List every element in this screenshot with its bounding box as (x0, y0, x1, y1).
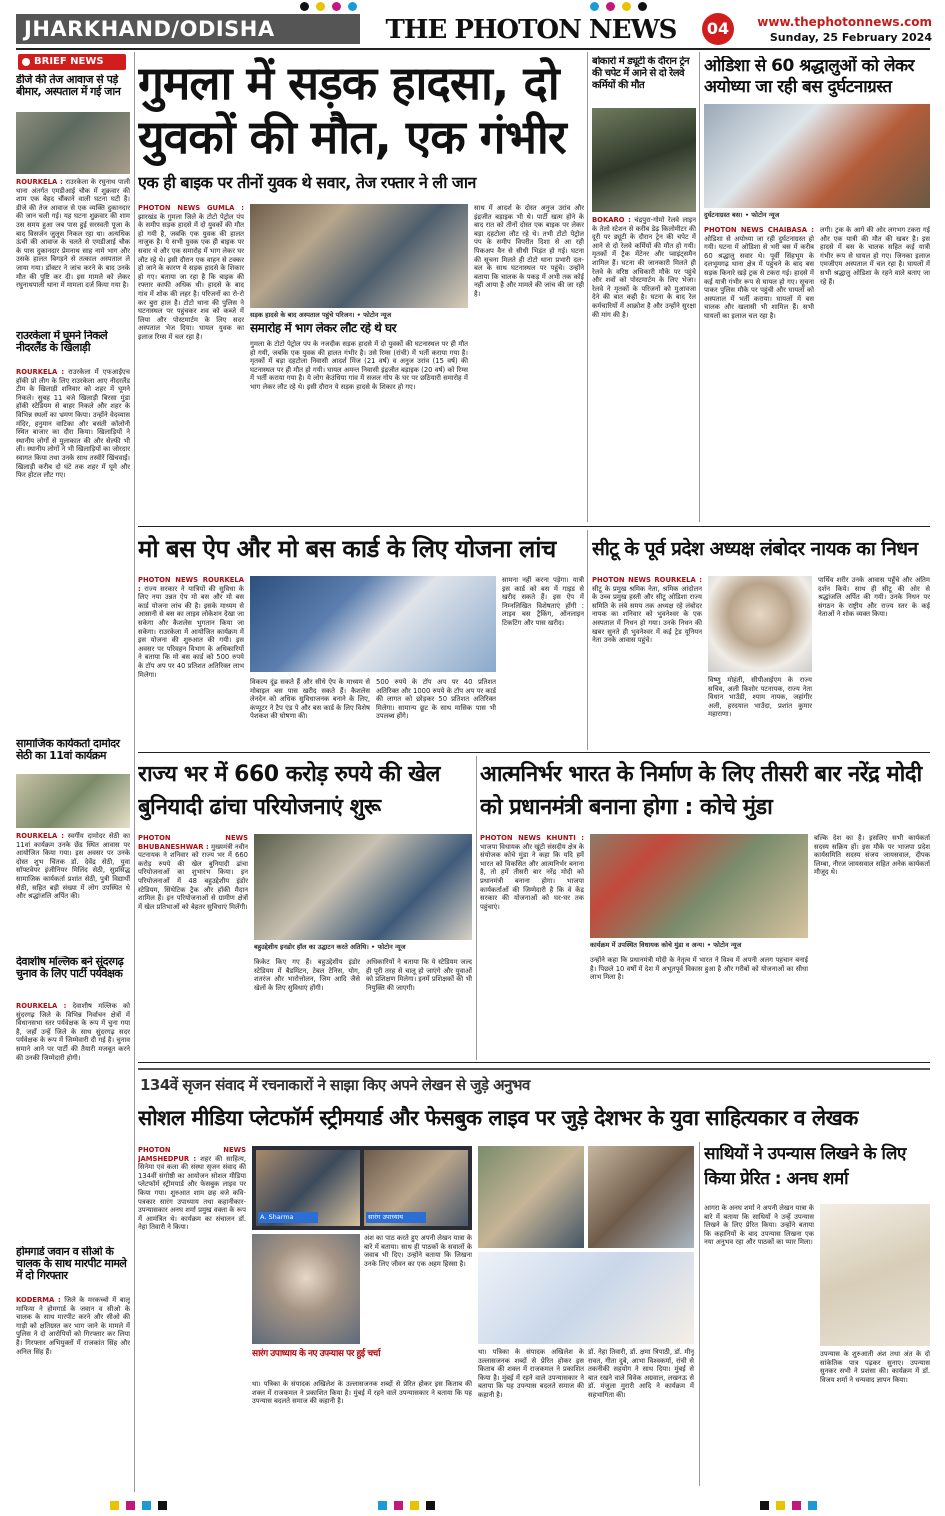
column-divider (476, 756, 477, 1060)
registration-square (426, 1501, 435, 1510)
obituary-col2: पार्थिव शरीर उनके आवास पहुँचे और अंतिम दर्शन किये। साथ ही सीटू की ओर से श्रद्धांजलि अर्पित की गयी। उनके निधन पर संगठन के राष्ट्रीय और राज्य स्तर के कई नेताओं ने शोक व्यक्त किया। (818, 576, 930, 619)
brief-icon (22, 58, 30, 66)
section-label-text: JHARKHAND/ODISHA (24, 17, 275, 41)
top-story-sub-body: गुमला के टोटो पेट्रोल पंप के नजदीक सड़क हादसे में दो युवकों की घटनास्थल पर ही मौत हो गयी, जबकि एक युवक की हालत गंभीर है। उसे रिम्स (रांची) में भर्ती कराया गया है। मृतकों में बड़ा दहटोला निवासी आदर्श मिंज (21 वर्ष) व अनुज उरांव (15 वर्ष) की घटनास्थल पर ही मौत हो गयी। घायल अमन्त निवासी इंद्रजीत बड़ाइक (20 वर्ष) को रिम्स में भर्ती कराया गया है। ये लोग केउंधिया गांव में सजल गोप के घर पर छठियारी समारोह में भाग लेकर लौट रहे थे। इसी दौरान ये सड़क हादसे के शिकार हो गए। (250, 340, 468, 391)
obituary-portrait (708, 576, 812, 672)
brief-headline: होमगार्ड जवान व सीओ के चालक के साथ मारपीट मामले में दो गिरफ्तार (16, 1246, 127, 1282)
bus-story-body: PHOTON NEWS CHAIBASA : ओडिशा से अयोध्या जा रही दुर्घटनाग्रस्त हो गयी। घटना में ओडिशा से भरी बस में करीब 60 श्रद्धालु सवार थे। पूर्वी सिंहभूम के दलभूमगढ़ थाना क्षेत्र में पहुंचने के बाद बस सड़क किनारे खड़े ट्रक से टकरा गई। हादसे में कई यात्री गंभीर रूप से घायल हो गए। सूचना पाकर पुलिस मौके पर पहुंची और घायलों को अस्पताल में भर्ती कराया। घायलों में बस चालक और खलासी भी शामिल हैं। सभी घायलों का इलाज चल रहा है। (704, 226, 814, 320)
brief-news-column (16, 52, 130, 1492)
bus-story-col2: लगी। ट्रक के आगे की ओर लगभग टकरा गई और एक यात्री की मौत की खबर है। इस हादसे में बस के चालक सहित कई यात्री गंभीर रूप से घायल हो गए। जिनका इलाज एमजीएम अस्पताल में चल रहा है। घायलों में सभी श्रद्धालु ओडिशा के रहने वाले बताए जा रहे हैं। (820, 226, 930, 286)
masthead: THE PHOTON NEWS (385, 15, 677, 45)
brief-body: ROURKELA : राउरकेला के रघुनाथ पाली थाना अंतर्गत एमडीआई चौक में शुक्रवार की शाम एक बेहद चौंकाने वाली घटना घटी है। डीजे की तेज आवाज से एक व्यक्ति दुकानदार की जान चली गई। यह घटना शुक्रवार की शाम उस समय हुआ जब पास हुई सरस्वती पूजा के बाद विसर्जन जुलूस निकल रहा था। अत्यधिक ऊंची की आवाज के चलते से एमडीआई चौक के पास दुकानदार प्रेमनाथ साह नामे भाग और उसके हालत बिगड़ने से तत्काल अस्पताल ले जाया गया। डॉक्टर ने जांच करने के बाद उनके मौत की पुष्टि कर दी। इस मामले को लेकर रघुनाथपाली थाना में मामला दर्ज किया गया है। (16, 178, 130, 290)
top-story-subheadline: समारोह में भाग लेकर लौट रहे थे घर (250, 322, 397, 335)
scheme-col4: सामना नहीं करना पड़ेगा। यात्री इस कार्ड को बस में गाइड से खरीद सकते हैं। इस ऐप में निम्नलिखित विशेषताएं होंगी : लाइव बस ट्रैकिंग, ऑनलाइन टिकटिंग और पास खरीद। (502, 576, 584, 627)
munda-body: PHOTON NEWS KHUNTI : भाजपा विधायक और खूंटी संसदीय क्षेत्र के संयोजक कोचे मुंडा ने कहा कि यदि हमें भारत को विकसित और आत्मनिर्भर बनाना है, तो हमें तीसरी बार नरेंद्र मोदी को प्रधानमंत्री बनाना होगा। भाजपा कार्यकर्ताओं की जिम्मेदारी है कि वे केंद्र सरकार की योजनाओं को घर-घर तक पहुंचाएं। (480, 834, 584, 911)
speaker-name-tag: A. Sharma (258, 1212, 318, 1223)
sports-photo (254, 834, 472, 940)
literary-col3: था। पत्रिका के संपादक अखिलेश के उल्लासजनक शब्दों से प्रेरित होकर इस किताब की शक्ल में राजकमल ने प्रकाशित किया है। मुंबई में रहने वाले उपन्यासकार ने बताया कि यह उपन्यास बदलते समाज की कहानी है। (478, 1348, 584, 1399)
column-divider (699, 52, 700, 522)
registration-dot (590, 2, 599, 11)
scheme-body: PHOTON NEWS ROURKELA : राज्य सरकार ने यात्रियों की सुविधा के लिए नया उन्नत ऐप मो बस और मो बस कार्ड योजना लांच की है। इसके माध्यम से आसानी से बस का लाइव लोकेशन देखा जा सकेगा और कैशलेस भुगतान किया जा सकेगा। राउरकेला में आयोजित कार्यक्रम में इस योजना की शुरुआत की गयी। इस अवसर पर परिवहन विभाग के अधिकारियों ने बताया कि मो बस कार्ड को 500 रुपये के टॉप अप पर 40 प्रतिशत अतिरिक्त लाभ मिलेगा। (138, 576, 244, 679)
top-story-headline: गुमला में सड़क हादसा, दो युवकों की मौत, एक गंभीर (138, 56, 566, 164)
top-story-photo (250, 204, 468, 308)
literary-col4: डॉ. नेहा तिवारी, डॉ. क्षमा त्रिपाठी, डॉ. मीनू रावत, गीता दुबे, आभा विश्वकर्मा, रांची से तकनीकी सहयोग ने साथ दिया। मुंबई से बात रखने वाले विवेक अग्रवाल, लखनऊ से डॉ. मंजुला मुरारी आदि ने कार्यक्रम में सहभागिता की। (588, 1348, 694, 1399)
brief-news-label (18, 54, 126, 70)
literary-poster (478, 1252, 694, 1344)
brief-photo (16, 774, 130, 828)
bus-story-photo (704, 104, 930, 208)
scheme-photo (250, 576, 496, 672)
brief-headline: डीजे की तेज आवाज से पड़े बीमार, अस्पताल में गई जान (16, 74, 121, 98)
train-story-photo (592, 108, 696, 212)
munda-photo (590, 834, 808, 938)
literary-kicker-box (138, 1068, 930, 1098)
column-divider (134, 52, 135, 1492)
website-link[interactable]: www.thephotonnews.com (757, 15, 932, 29)
column-divider (587, 530, 588, 750)
column-divider (587, 52, 588, 522)
literary-photo-man1 (478, 1146, 584, 1248)
literary-headline: सोशल मीडिया प्लेटफॉर्म स्ट्रीमयार्ड और फेसबुक लाइव पर जुड़े देशभर के युवा साहित्यकार व लेखक (138, 1106, 858, 1130)
munda-col2: उन्होंने कहा कि प्रधानमंत्री मोदी के नेतृत्व में भारत ने विश्व में अपनी अलग पहचान बनाई है। पिछले 10 वर्षों में देश में अभूतपूर्व विकास हुआ है और गरीबों को योजनाओं का सीधा लाभ मिला है। (590, 956, 808, 982)
sports-col2: किकेट किए गए हैं। बहुउद्देशीय इंडोर स्टेडियम में बैडमिंटन, टेबल टेनिस, योग, शतरंज और भारोत्तोलन, जिम आदि जैसे खेलों के लिए सुविधाएं होंगी। (254, 958, 360, 992)
anagh-poster (820, 1204, 930, 1346)
literary-kicker: 134वें सृजन संवाद में रचनाकारों ने साझा किए अपने लेखन से जुड़े अनुभव (140, 1076, 530, 1094)
header-rule (16, 48, 930, 50)
scheme-col3: 500 रुपये के टॉप अप पर 40 प्रतिशत अतिरिक्त और 1000 रुपये के टॉप अप पर कार्ड की लागत को छोड़कर 50 प्रतिशत अतिरिक्त मिलेगा। सामान्य छूट के साथ मासिक पास भी उपलब्ध होंगे। (376, 678, 496, 721)
registration-dot (622, 2, 631, 11)
registration-marks-bottom (0, 1500, 945, 1512)
registration-marks-top (0, 0, 945, 12)
registration-dot (316, 2, 325, 11)
scheme-headline: मो बस ऐप और मो बस कार्ड के लिए योजना लांच (138, 535, 556, 563)
section-rule (138, 1062, 930, 1063)
top-story-col3: साथ में आदर्श के दोस्त अनुज उरांव और इंद्रजीत बड़ाइक भी थे। पार्टी खत्म होने के बाद रात को तीनों दोस्त एक बाइक पर लेकर बड़ा दहटोला लौट रहे थे। तभी टोटो पेट्रोल पंप के समीप विपरीत दिशा से आ रही पिकअप वैन से सीधी भिड़ंत हो गई। घटना की सूचना मिलते ही टोटो थाना प्रभारी दल-बल के साथ घटनास्थल पर पहुंचे। उन्होंने बताया कि चालक के पकड़ में अभी तक कोई नहीं आया है और मामले की जांच की जा रही है। (474, 204, 584, 298)
anagh-headline: साथियों ने उपन्यास लिखने के लिए किया प्रेरित : अनघ शर्मा (704, 1144, 906, 1189)
munda-photo-caption: कार्यक्रम में उपस्थित विधायक कोचे मुंडा व अन्य। • फोटोन न्यूज (590, 941, 742, 949)
literary-photo-woman (252, 1234, 360, 1344)
brief-body: ROURKELA : स्वर्गीय दामोदर सेठी का 11वां कार्यक्रम उनके छेंड स्थित आवास पर आयोजित किया गया। इस अवसर पर उनके दोस्त शुभ चिंतक डॉ. देवेंद्र सेठी, युवा सॉफ्टवेयर इंजीनियर मिलिंद सेठी, सुप्रसिद्ध सामाजिक कार्यकर्ता प्रशांत सेठी, पुत्री विद्यार्थी सेठी, सहित बड़ी संख्या में लोग उपस्थित थे और श्रद्धांजलि अर्पित की। (16, 832, 130, 901)
literary-subheadline: सारंग उपाध्याय के नए उपन्यास पर हुई चर्चा (252, 1349, 381, 1359)
registration-dot (300, 2, 309, 11)
obituary-headline: सीटू के पूर्व प्रदेश अध्यक्ष लंबोदर नायक का निधन (592, 538, 918, 560)
sports-body: PHOTON NEWS BHUBANESHWAR : मुख्यमंत्री नवीन पटनायक ने शनिवार को राज्य भर में 660 करोड़ रुपये की खेल बुनियादी ढांचा परियोजनाओं का शुभारंभ किया। इन परियोजनाओं में 48 बहुउद्देशीय इंडोर स्टेडियम, सिंथेटिक ट्रैक और हॉकी मैदान शामिल हैं। इन परियोजनाओं से ग्रामीण क्षेत्रों में खेल प्रतिभाओं को बेहतर सुविधाएं मिलेंगी। (138, 834, 248, 911)
registration-square (110, 1501, 119, 1510)
munda-headline: आत्मनिर्भर भारत के निर्माण के लिए तीसरी बार नरेंद्र मोदी को प्रधानमंत्री बनाना होगा : कोचे मुंडा (480, 762, 922, 820)
brief-photo (16, 112, 130, 174)
registration-dot (606, 2, 615, 11)
registration-square (808, 1501, 817, 1510)
column-divider (699, 1142, 700, 1486)
literary-photo-man2 (588, 1146, 694, 1248)
speaker-name-tag: सारंग उपाध्याय (366, 1212, 426, 1223)
registration-square (760, 1501, 769, 1510)
scheme-col2: विकल्प दूंढ सकते हैं और सीधे ऐप के माध्यम से मोबाइल बस पास खरीद सकते हैं। कैशलेस लेनदेन को अधिक सुविधाजनक बनाने के लिए, कंप्यूटर ने टैप एंड पे और बस कार्ड के लिए विशेष पेशकश की घोषणा की। (250, 678, 370, 721)
registration-dot (332, 2, 341, 11)
top-story-photo-caption: सड़क हादसे के बाद अस्पताल पहुंचे परिजन। • फोटोन न्यूज (250, 311, 392, 319)
brief-headline: राउरकेला में घूमने निकले नीदरलैंड के खिलाड़ी (16, 330, 108, 354)
section-rule (138, 526, 930, 527)
sports-headline: राज्य भर में 660 करोड़ रुपये की खेल बुनियादी ढांचा परियोजनाएं शुरू (138, 762, 440, 820)
registration-square (158, 1501, 167, 1510)
brief-headline: सामाजिक कार्यकर्ता दामोदर सेठी का 11वां कार्यक्रम (16, 738, 120, 762)
train-story-headline: बोकारो में ड्यूटी के दौरान ट्रेन की चपेट में आने से दो रेलवे कर्मियों की मौत (592, 56, 690, 91)
obituary-body: PHOTON NEWS ROURKELA : सीटू के प्रमुख श्रमिक नेता, श्रमिक आंदोलन के उच्च प्रमुख हस्ती और सीटू ओडिशा राज्य समिति के लंबे समय तक अध्यक्ष रहे लंबोदर नायक का शनिवार को भुवनेश्वर के एक अस्पताल में निधन हो गया। उनके निधन की खबर सुनते ही भुवनेश्वर में कई ट्रेड यूनियन नेता उनके आवास पहुंचे। (592, 576, 702, 645)
registration-square (792, 1501, 801, 1510)
brief-body: KODERMA : जिले के मरकच्चो में बालू माफिया ने होमगार्ड के जवान व सीओ के चालक के साथ मारपीट करने और सीओ की गाड़ी को क्षतिग्रस्त कर भाग जाने के मामले में पुलिस ने दो आरोपियों को गिरफ्तार कर लिया है। गिरफ्तार अभियुक्तों में राजकांत सिंह और अनिल सिंह हैं। (16, 1296, 130, 1356)
obituary-photo-caption: विष्णु मोहंती, सीपीआईएम के राज्य सचिव, अली किशोर पटनायक, राज्य नेता विधान भाउँडी, श्याम नायक, जहांगीर अली, हरदयाल भाउँदा, प्रशांत कुमार महाराणा। (708, 676, 812, 719)
registration-square (378, 1501, 387, 1510)
anagh-body: आगरा के अनघ शर्मा ने अपनी लेखन यात्रा के बारे में बताया कि साथियों ने उन्हें उपन्यास लिखने के लिए प्रेरित किया। उन्होंने बताया कि कहानियों के बाद उपन्यास लिखना एक नया अनुभव रहा और पाठकों का प्यार मिला। (704, 1204, 814, 1247)
sports-col3: अधिकारियों ने बताया कि ये स्टेडियम जल्द ही पूरी तरह से चालू हो जाएंगे और युवाओं को प्रशिक्षण मिलेगा। इनमें प्रशिक्षकों की भी नियुक्ति की जाएगी। (366, 958, 472, 992)
registration-square (126, 1501, 135, 1510)
section-rule (138, 752, 930, 753)
registration-dot (638, 2, 647, 11)
munda-col3: बल्कि देश का है। इसलिए सभी कार्यकर्ता सदस्य सक्रिय हों। इस मौके पर भाजपा प्रदेश कार्यसमिति सदस्य संजय जायसवाल, दीपक लिम्बा, नीरज जायसवाल सहित अनेक कार्यकर्ता मौजूद थे। (814, 834, 930, 877)
video-call-screenshot (252, 1146, 472, 1230)
registration-square (776, 1501, 785, 1510)
brief-body: ROURKELA : राउरकेला में एफआईएच हॉकी प्रो लीग के लिए राउरकेला आए नीदरलैंड टीम के खिलाड़ी शनिवार को शहर में घूमने निकले। सुबह 11 बजे खिलाड़ी बिरसा मुंडा हॉकी स्टेडियम से बाहर निकले और शहर के विभिन्न स्थलों का भ्रमण किया। उन्होंने वेदव्यास मंदिर, हनुमान वाटिका और बसंती कॉलोनी स्थित बाजार का दौरा किया। खिलाड़ियों ने स्थानीय लोगों से मुलाकात की और सेल्फी भी ली। स्थानीय लोगों ने भी खिलाड़ियों का जोरदार स्वागत किया तथा उनके साथ तस्वीरें खिंचवाईं। खिलाड़ी करीब दो घंटे तक शहर में घूमे और फिर होटल लौट गए। (16, 368, 130, 480)
registration-square (410, 1501, 419, 1510)
literary-col2b: था। पत्रिका के संपादक अखिलेश के उल्लासजनक शब्दों से प्रेरित होकर इस किताब की शक्ल में राजकमल ने प्रकाशित किया है। मुंबई में रहने वाले उपन्यासकार ने बताया कि यह उपन्यास बदलते समाज की कहानी है। (252, 1380, 472, 1406)
top-story-body: PHOTON NEWS GUMLA : झारखंड के गुमला जिले के टोटो पेट्रोल पंप के समीप सड़क हादसे में दो युवकों की मौत हो गयी है, जबकि एक युवक की हालत नाजुक है। ये सभी युवक एक ही बाइक पर सवार थे और एक समारोह में भाग लेकर घर लौट रहे थे। इसी दौरान एक वाहन से टक्कर हो जाने के कारण ये सड़क हादसे के शिकार हो गए। बताया जा रहा है कि बाइक की रफ्तार काफी अधिक थी। हादसे के बाद गांव में शोक की लहर है। परिजनों का रो-रो कर बुरा हाल है। टोटो थाना की पुलिस ने घटनास्थल पर पहुंचकर शव को कब्जे में लिया और पोस्टमार्टम के लिए सदर अस्पताल भेज दिया। घायल युवक का इलाज रिम्स में चल रहा है। (138, 204, 244, 341)
bus-story-photo-caption: दुर्घटनाग्रस्त बस। • फोटोन न्यूज (704, 211, 780, 219)
issue-date: Sunday, 25 February 2024 (769, 31, 932, 44)
brief-news-label-text: BRIEF NEWS (34, 56, 104, 67)
sports-photo-caption: बहुउद्देशीय इनडोर हॉल का उद्घाटन करते अतिथि। • फोटोन न्यूज (254, 943, 406, 951)
brief-body: ROURKELA : देवाशीष मल्लिक को सुंदरगढ़ जिले के विभिन्न निर्वाचन क्षेत्रों में विधानसभा स्तर पर्यवेक्षक के रूप में चुना गया है, जहाँ उन्हें जिले के साथ सुंदरगढ़ सदर पर्यवेक्षक के रूप में जिम्मेवारी दी गई है। चुनाव समाने आने पर पार्टी की तैयारी मजबूत करने की उनकी जिम्मेदारी होगी। (16, 1002, 130, 1062)
registration-square (142, 1501, 151, 1510)
literary-body: PHOTON NEWS JAMSHEDPUR : शहर की साहित्य, सिनेमा एवं कला की संस्था सृजन संवाद की 134वीं संगोष्ठी का आयोजन सोशल मीडिया प्लेटफॉर्म स्ट्रीमयार्ड और फेसबुक लाइव पर किया गया। शुरुआत शाम छह बजे कवि-पत्रकार सारंग उपाध्याय तथा कहानीकार-उपन्यासकार अनघ शर्मा प्रमुख वक्ता के रूप में आमंत्रित थे। कार्यक्रम का संचालन डॉ. नेहा तिवारी ने किया। (138, 1146, 246, 1232)
literary-col2: अंश का पाठ करते हुए अपनी लेखन यात्रा के बारे में बताया। साथ ही पाठकों के सवालों के जवाब भी दिए। उन्होंने बताया कि लिखना उनके लिए जीवन का एक अहम हिस्सा है। (364, 1234, 472, 1268)
bus-story-headline: ओडिशा से 60 श्रद्धालुओं को लेकर अयोध्या जा रही बस दुर्घटनाग्रस्त (704, 56, 915, 97)
page-number: 04 (706, 19, 730, 38)
train-story-body: BOKARO : चंद्रपुरा-गोमो रेलवे लाइन के तेलो स्टेशन से करीब डेढ़ किलोमीटर की दूरी पर ड्यूटी के दौरान ट्रेन की चपेट में आने से दो रेलवे कर्मियों की मौत हो गयी। मृतकों में ट्रैक मेंटेनर और प्वाइंट्समैन शामिल हैं। घटना की जानकारी मिलते ही रेलवे के वरिष्ठ अधिकारी मौके पर पहुंचे और शवों को पोस्टमार्टम के लिए भेजा। रेलवे ने मृतकों के परिजनों को मुआवजा देने की बात कही है। घटना के बाद रेल कर्मचारियों में आक्रोश है और उन्होंने सुरक्षा की मांग की है। (592, 216, 696, 319)
brief-headline: देवाशीष मल्लिक बने सुंदरगढ़ चुनाव के लिए पार्टी पर्यवेक्षक (16, 956, 124, 980)
top-story-subhead: एक ही बाइक पर तीनों युवक थे सवार, तेज रफ्तार ने ली जान (138, 173, 476, 192)
anagh-col2: उपन्यास के शुरुआती अंश तथा अंत के दो सांकेतिक पात्र पढ़कर सुनाए। उपन्यास सुनकर सभी ने प्रशंसा की। कार्यक्रम में डॉ. विजय शर्मा ने धन्यवाद ज्ञापन किया। (820, 1350, 930, 1384)
registration-square (394, 1501, 403, 1510)
registration-dot (348, 2, 357, 11)
